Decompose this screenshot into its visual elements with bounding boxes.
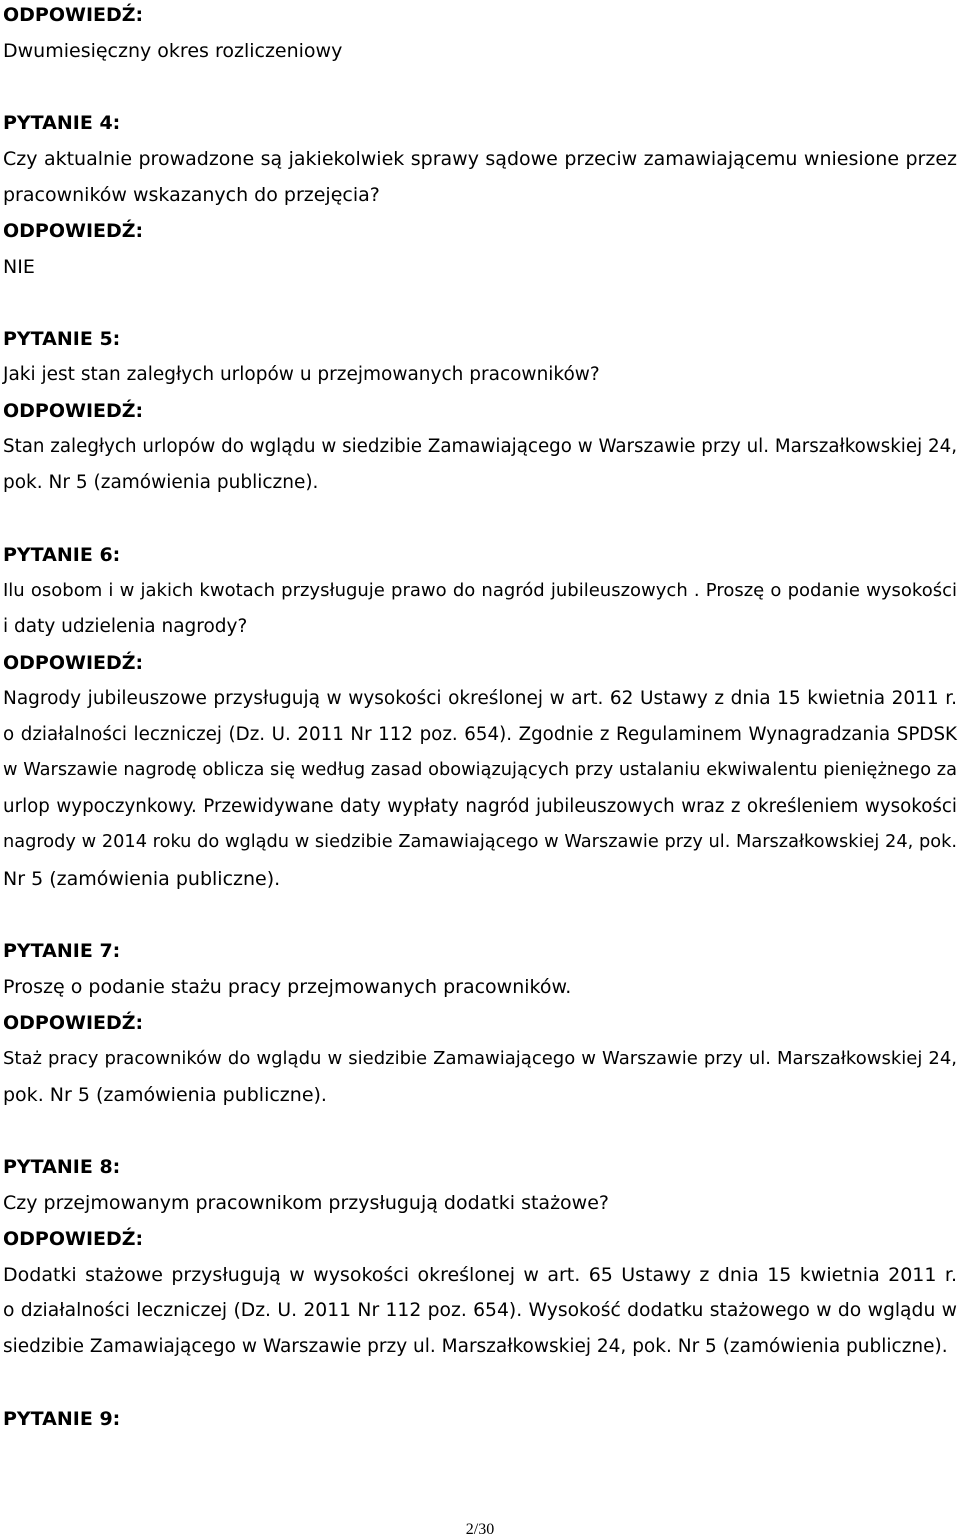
answer-label: ODPOWIEDŹ: [3,1012,144,1034]
answer-text: Staż pracy pracowników do wglądu w siedzibie Zamawiającego w Warszawie przy ul. Marszałkowskiej 24, [3,1048,957,1069]
question-text: pracowników wskazanych do przejęcia? [3,184,380,206]
answer-label: ODPOWIEDŹ: [3,4,144,26]
answer-text: NIE [3,256,35,278]
answer-text: w Warszawie nagrodę oblicza się według zasad obowiązujących przy ustalaniu ekwiwalentu pieniężnego za [3,760,957,780]
question-text: Czy aktualnie prowadzone są jakiekolwiek sprawy sądowe przeciw zamawiającemu wniesione przez [3,148,957,170]
page-number: 2/30 [465,1521,495,1538]
answer-text: siedzibie Zamawiającego w Warszawie przy ul. Marszałkowskiej 24, pok. Nr 5 (zamówienia publiczne). [3,1336,948,1357]
question-label: PYTANIE 5: [3,328,121,350]
question-label: PYTANIE 7: [3,940,121,962]
answer-label: ODPOWIEDŹ: [3,652,144,674]
answer-label: ODPOWIEDŹ: [3,1228,144,1250]
answer-text: Nr 5 (zamówienia publiczne). [3,868,281,890]
answer-text: Nagrody jubileuszowe przysługują w wysokości określonej w art. 62 Ustawy z dnia 15 kwietnia 2011 r. [3,688,957,709]
answer-text: urlop wypoczynkowy. Przewidywane daty wypłaty nagród jubileuszowych wraz z określeniem wysokości [3,796,957,817]
question-label: PYTANIE 6: [3,544,121,566]
answer-text: Dwumiesięczny okres rozliczeniowy [3,40,343,62]
answer-text: nagrody w 2014 roku do wglądu w siedzibie Zamawiającego w Warszawie przy ul. Marszałkowskiej 24, pok. [3,832,957,852]
answer-text: pok. Nr 5 (zamówienia publiczne). [3,472,319,493]
answer-text: pok. Nr 5 (zamówienia publiczne). [3,1084,327,1106]
question-text: Czy przejmowanym pracownikom przysługują dodatki stażowe? [3,1192,609,1214]
answer-text: o działalności leczniczej (Dz. U. 2011 Nr 112 poz. 654). Zgodnie z Regulaminem Wynagradzania SPDSK [3,724,957,745]
answer-label: ODPOWIEDŹ: [3,400,144,422]
question-label: PYTANIE 4: [3,112,121,134]
answer-text: Dodatki stażowe przysługują w wysokości określonej w art. 65 Ustawy z dnia 15 kwietnia 2011 r. [3,1264,957,1286]
question-text: Ilu osobom i w jakich kwotach przysługuje prawo do nagród jubileuszowych . Proszę o podanie wysokości [3,580,957,601]
question-label: PYTANIE 9: [3,1408,121,1430]
question-label: PYTANIE 8: [3,1156,121,1178]
question-text: Proszę o podanie stażu pracy przejmowanych pracowników. [3,976,572,998]
answer-text: o działalności leczniczej (Dz. U. 2011 Nr 112 poz. 654). Wysokość dodatku stażowego w do wglądu w [3,1300,957,1321]
question-text: Jaki jest stan zaległych urlopów u przejmowanych pracowników? [3,364,600,385]
question-text: i daty udzielenia nagrody? [3,616,248,637]
answer-label: ODPOWIEDŹ: [3,220,144,242]
answer-text: Stan zaległych urlopów do wglądu w siedzibie Zamawiającego w Warszawie przy ul. Marszałkowskiej 24, [3,436,957,457]
